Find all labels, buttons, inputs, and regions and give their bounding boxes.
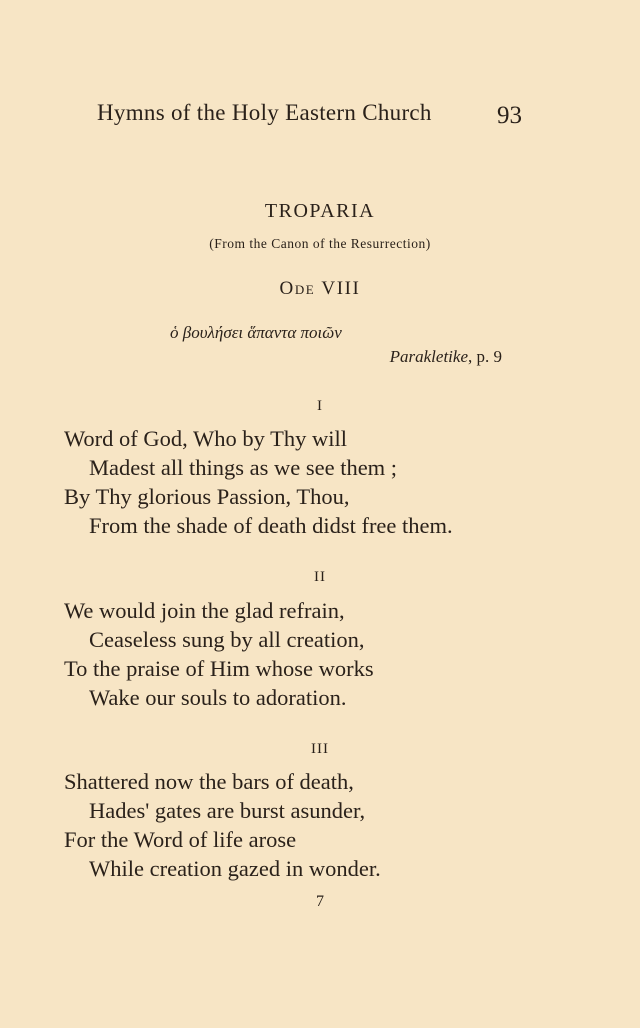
signature-mark: 7: [316, 893, 324, 910]
verse-line: While creation gazed in wonder.: [89, 856, 381, 881]
running-title: Hymns of the Holy Eastern Church: [97, 100, 432, 125]
ode-title: [0, 278, 640, 300]
running-head: [97, 100, 522, 134]
source-page: , p. 9: [468, 347, 502, 366]
verse-line: To the praise of Him whose works: [64, 656, 374, 681]
epigraph-source: [390, 347, 502, 367]
stanza: [64, 424, 584, 540]
verse-line: Shattered now the bars of death,: [64, 769, 354, 794]
greek-epigraph: ὁ βουλήσει ἅπαντα ποιῶν: [170, 323, 342, 342]
section-subtitle: (From the Canon of the Resurrection): [209, 236, 431, 251]
verse-line: Madest all things as we see them ;: [89, 455, 398, 480]
stanza-number: II: [314, 569, 326, 585]
verse-line: Ceaseless sung by all creation,: [89, 627, 365, 652]
verse-line: We would join the glad refrain,: [64, 598, 345, 623]
stanza: [64, 767, 584, 883]
verse-line: Wake our souls to adoration.: [89, 685, 347, 710]
verse-line: Hades' gates are burst asunder,: [89, 798, 366, 823]
source-title: Parakletike: [389, 347, 468, 366]
verse-line: From the shade of death didst free them.: [89, 513, 453, 538]
stanza-number: I: [317, 398, 323, 414]
verse-line: For the Word of life arose: [64, 827, 297, 852]
ode-prefix: Ode: [279, 278, 316, 299]
section-title: TROPARIA: [264, 200, 376, 222]
page-number: 93: [497, 102, 522, 129]
stanza: [64, 596, 584, 712]
verse-line: By Thy glorious Passion, Thou,: [64, 484, 350, 509]
verse-line: Word of God, Who by Thy will: [64, 426, 347, 451]
ode-number: VIII: [321, 278, 361, 299]
stanza-number: III: [311, 741, 329, 757]
